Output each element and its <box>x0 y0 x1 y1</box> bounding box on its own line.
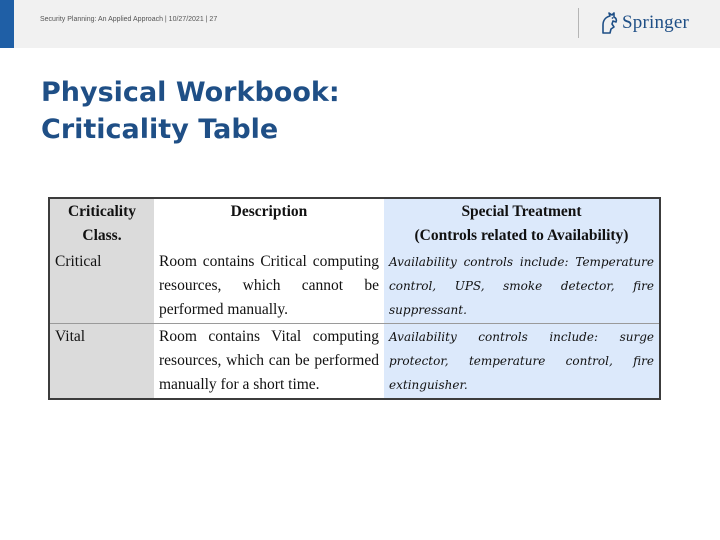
header-special-treatment <box>384 198 660 249</box>
header-treatment-line-1: Special Treatment <box>461 203 582 220</box>
slide-footer-info: Security Planning: An Applied Approach | 10/27/2021 | 27 <box>40 16 218 23</box>
cell-class: Vital <box>49 324 154 400</box>
cell-description: Room contains Vital computing resources, which can be performed manually for a short time. <box>154 324 384 400</box>
springer-logo <box>598 9 689 37</box>
cell-treatment: Availability controls include: surge protector, temperature control, fire extinguisher. <box>384 324 660 400</box>
cell-class: Critical <box>49 249 154 324</box>
table-row <box>49 249 660 324</box>
title-line-2: Criticality Table <box>41 114 279 145</box>
page-title <box>41 74 340 148</box>
header-bar <box>0 0 720 48</box>
springer-horse-icon <box>598 11 620 35</box>
header-criticality-class: Criticality Class. <box>49 198 154 249</box>
accent-strip <box>0 0 14 48</box>
header-treatment-line-2: (Controls related to Availability) <box>414 227 629 244</box>
table-row <box>49 324 660 400</box>
title-line-1: Physical Workbook: <box>41 77 340 108</box>
cell-treatment: Availability controls include: Temperature control, UPS, smoke detector, fire suppressant. <box>384 249 660 324</box>
table-header-row <box>49 198 660 249</box>
cell-description: Room contains Critical computing resources, which cannot be performed manually. <box>154 249 384 324</box>
brand-name: Springer <box>622 12 690 33</box>
header-divider <box>578 8 579 38</box>
criticality-table <box>48 197 661 400</box>
header-description: Description <box>154 198 384 249</box>
